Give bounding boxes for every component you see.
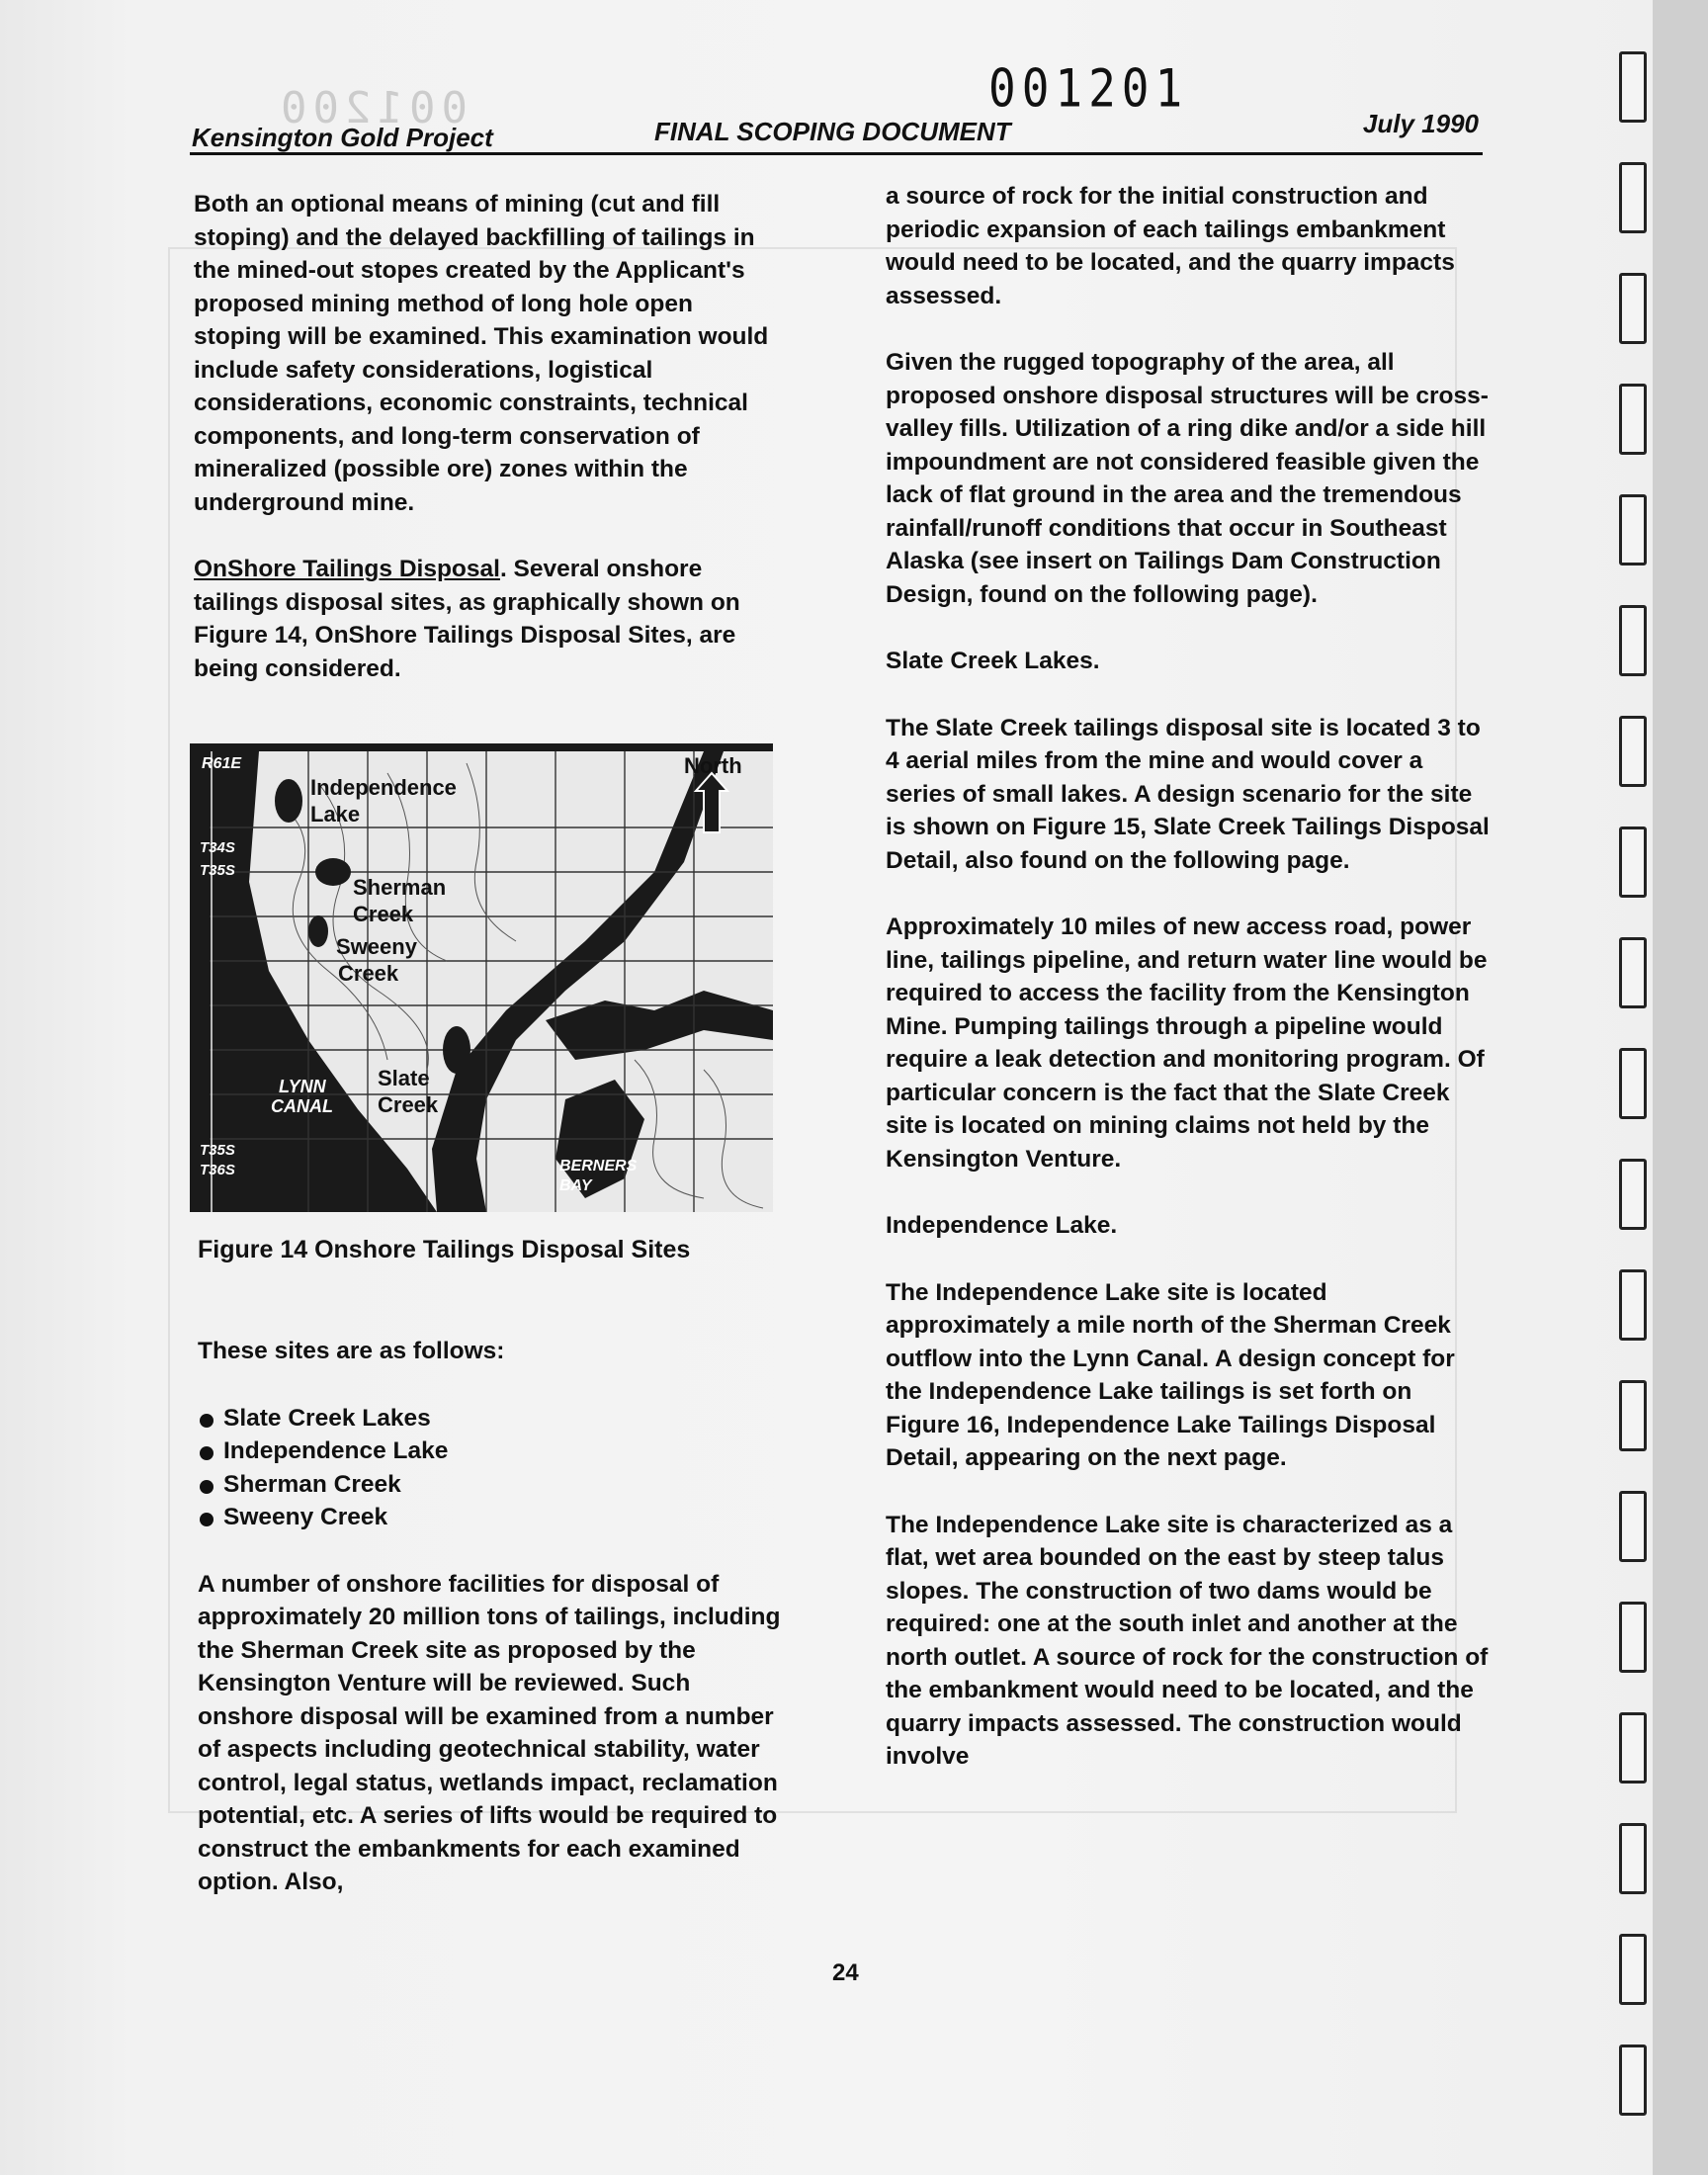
- binder-hole: [1619, 826, 1647, 898]
- label-r61e: R61E: [202, 755, 242, 772]
- list-item: Independence Lake: [198, 1435, 791, 1468]
- binder-hole: [1619, 605, 1647, 676]
- independence-lake-mark: [275, 779, 302, 823]
- binder-hole: [1619, 1712, 1647, 1784]
- binding-strip: [1653, 0, 1708, 2175]
- binder-hole: [1619, 1380, 1647, 1451]
- right-para-6: The Independence Lake site is characterized as a flat, wet area bounded on the east by steep talus slopes. The construction of two dams would be required: one at the south inlet and another at the north outlet. A source of rock for the construction of the embankment would need to be located, and the quarry impacts assessed. The construction would involve: [886, 1511, 1489, 1770]
- binder-hole: [1619, 937, 1647, 1008]
- label-independence-1: Independence: [310, 775, 457, 800]
- label-sweeny-2: Creek: [338, 961, 399, 986]
- binder-hole: [1619, 494, 1647, 566]
- onshore-heading: OnShore Tailings Disposal: [194, 556, 500, 582]
- label-t36s: T36S: [200, 1162, 235, 1178]
- left-column-top: [194, 188, 787, 719]
- heading-slate-creek: Slate Creek Lakes.: [886, 648, 1100, 674]
- binder-hole: [1619, 1602, 1647, 1673]
- label-berners-1: BERNERS: [559, 1158, 638, 1174]
- binder-hole: [1619, 51, 1647, 123]
- label-sherman-1: Sherman: [353, 875, 447, 900]
- label-sherman-2: Creek: [353, 902, 414, 926]
- left-para-3: A number of onshore facilities for disposal of approximately 20 million tons of tailings, including the Sherman Creek site as proposed by the Kensington Venture will be reviewed. Such onshore disposal will be examined from a number of aspects including geotechnical stability, water control, legal status, wetlands impact, reclamation potential, etc. A series of lifts would be required to construct the embankments for each examined option. Also,: [198, 1570, 781, 1895]
- left-para-1: Both an optional means of mining (cut and fill stoping) and the delayed backfilling of tailings in the mined-out stopes created by the Applicant's proposed mining method of long hole open stoping will be examined. This examination would include safety considerations, logistical considerations, economic constraints, technical components, and long-term conservation of mineralized (possible ore) zones within the underground mine.: [194, 191, 769, 516]
- sherman-lake-mark: [315, 858, 351, 886]
- list-item: Sherman Creek: [198, 1468, 791, 1502]
- right-para-1: a source of rock for the initial construction and periodic expansion of each tailings embankment would need to be located, and the quarry impacts assessed.: [886, 183, 1455, 309]
- label-t35s-b: T35S: [200, 1142, 235, 1159]
- label-berners-2: BAY: [559, 1177, 592, 1194]
- binder-hole: [1619, 1823, 1647, 1894]
- label-t35s: T35S: [200, 862, 235, 879]
- figure-caption: Figure 14 Onshore Tailings Disposal Sites: [198, 1236, 691, 1263]
- left-column-bottom: [198, 1335, 791, 1933]
- label-sweeny-1: Sweeny: [336, 934, 417, 959]
- header-date: July 1990: [1362, 109, 1479, 138]
- onshore-body: . Several onshore tailings disposal sites, as graphically shown on Figure 14, OnShore Tailings Disposal Sites, are being considered.: [194, 556, 740, 682]
- label-slate-2: Creek: [378, 1092, 439, 1117]
- header-project: Kensington Gold Project: [192, 123, 493, 152]
- sites-intro: These sites are as follows:: [198, 1338, 505, 1364]
- sites-list: [198, 1402, 791, 1534]
- binder-hole: [1619, 384, 1647, 455]
- binder-hole: [1619, 273, 1647, 344]
- binder-hole: [1619, 1491, 1647, 1562]
- slate-lake-mark: [443, 1026, 470, 1074]
- right-para-2: Given the rugged topography of the area, all proposed onshore disposal structures will be cross-valley fills. Utilization of a ring dike and/or a side hill impoundment are not considered feasible given the lack of flat ground in the area and the tremendous rainfall/runoff conditions that occur in Southeast Alaska (see insert on Tailings Dam Construction Design, found on the following page).: [886, 349, 1489, 608]
- label-t34s: T34S: [200, 839, 235, 856]
- figure-14-map: [190, 743, 773, 1212]
- header-document: FINAL SCOPING DOCUMENT: [654, 117, 1011, 146]
- binder-hole: [1619, 716, 1647, 787]
- page-header: [190, 109, 1483, 155]
- right-para-3: The Slate Creek tailings disposal site is located 3 to 4 aerial miles from the mine and would cover a series of small lakes. A design scenario for the site is shown on Figure 15, Slate Creek Tailings Disposal Detail, also found on the following page.: [886, 714, 1490, 874]
- binder-hole: [1619, 1159, 1647, 1230]
- label-slate-1: Slate: [378, 1066, 430, 1090]
- page-number: 24: [832, 1959, 859, 1986]
- label-north: North: [684, 753, 742, 778]
- list-item: Sweeny Creek: [198, 1501, 791, 1534]
- label-independence-2: Lake: [310, 802, 361, 826]
- binder-hole: [1619, 1269, 1647, 1341]
- binder-hole: [1619, 1934, 1647, 2005]
- right-para-5: The Independence Lake site is located approximately a mile north of the Sherman Creek outflow into the Lynn Canal. A design concept for the Independence Lake tailings is set forth on Figure 16, Independence Lake Tailings Disposal Detail, appearing on the next page.: [886, 1278, 1455, 1471]
- heading-independence-lake: Independence Lake.: [886, 1212, 1118, 1239]
- binder-hole: [1619, 162, 1647, 233]
- label-lynn-2: CANAL: [271, 1096, 333, 1116]
- label-lynn-1: LYNN: [279, 1077, 326, 1096]
- right-para-4: Approximately 10 miles of new access road, power line, tailings pipeline, and return water line would be required to access the facility from the Kensington Mine. Pumping tailings through a pipeline would require a leak detection and monitoring program. Of particular concern is the fact that the Slate Creek site is located on mining claims not held by the Kensington Venture.: [886, 914, 1488, 1173]
- sweeny-lake-mark: [308, 915, 328, 947]
- list-item: Slate Creek Lakes: [198, 1402, 791, 1436]
- left-para-2: [194, 553, 787, 685]
- ghost-doc-number: 001200: [275, 83, 468, 133]
- binder-hole: [1619, 2044, 1647, 2116]
- map-svg: [190, 743, 773, 1212]
- right-column: [886, 180, 1491, 1807]
- binder-hole: [1619, 1048, 1647, 1119]
- doc-number: 001201: [988, 56, 1189, 120]
